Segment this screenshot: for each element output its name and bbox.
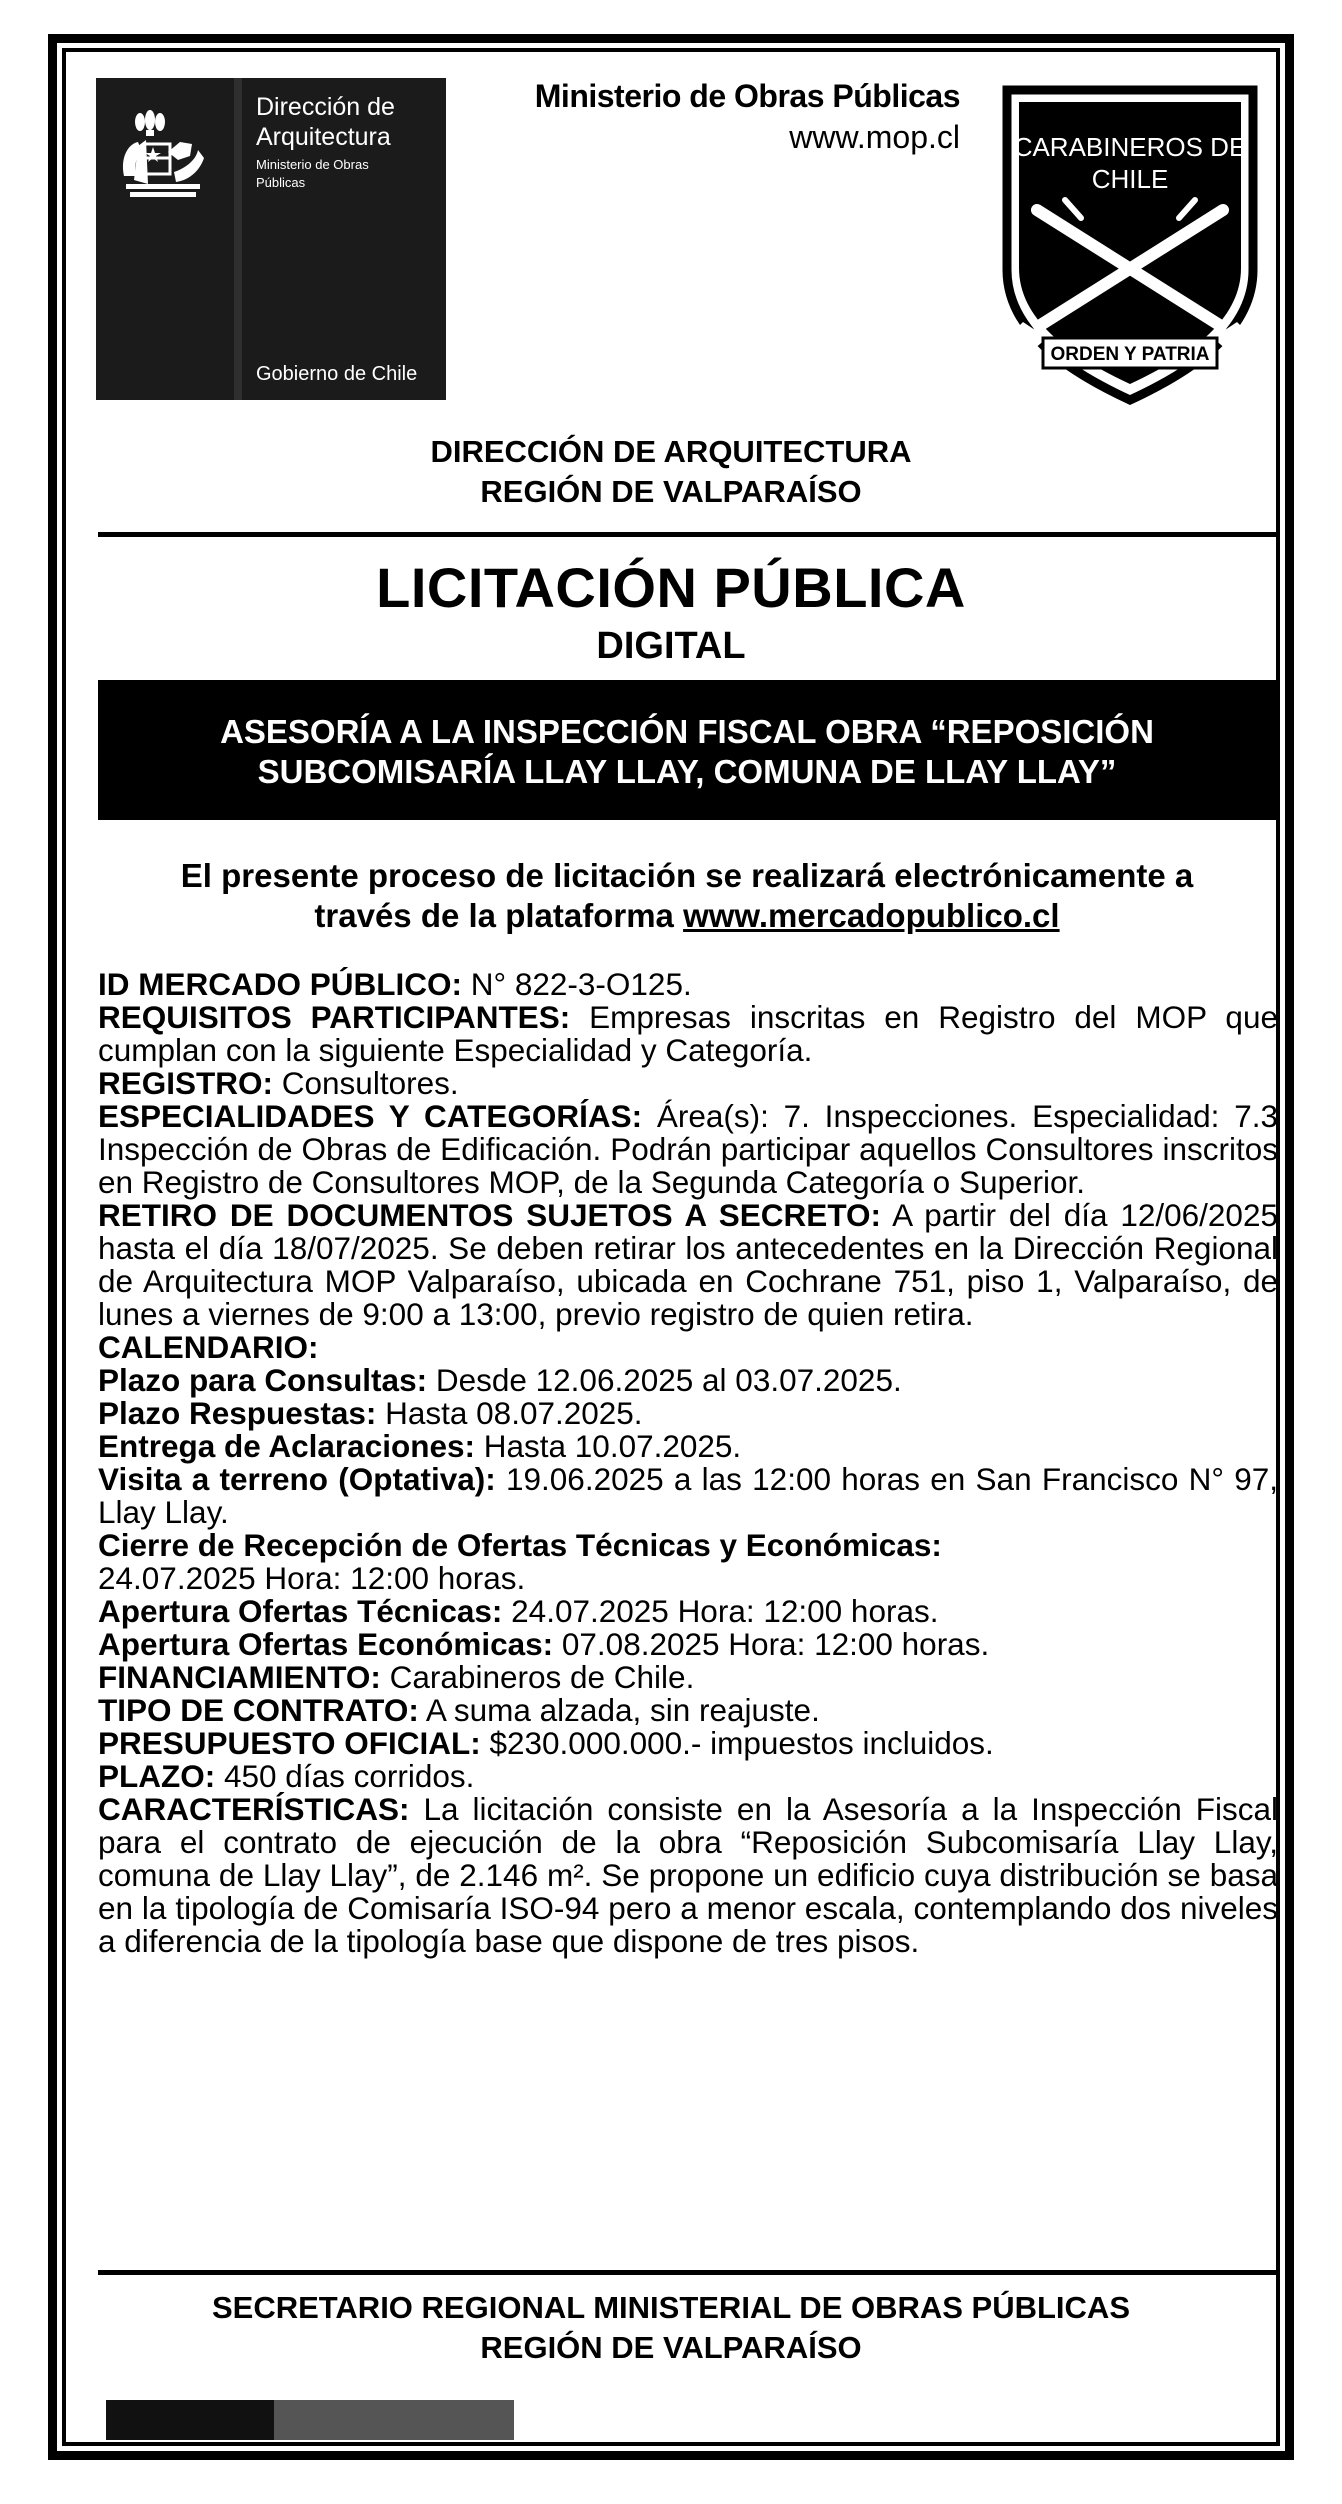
field-financiamiento: FINANCIAMIENTO: Carabineros de Chile.	[98, 1659, 695, 1695]
field-cierre-value: 24.07.2025 Hora: 12:00 horas.	[98, 1560, 526, 1596]
field-aclaraciones: Entrega de Aclaraciones: Hasta 10.07.2025.	[98, 1428, 742, 1464]
direction-region: REGIÓN DE VALPARAÍSO	[480, 474, 862, 509]
field-respuestas: Plazo Respuestas: Hasta 08.07.2025.	[98, 1395, 643, 1431]
intro-text: El presente proceso de licitación se realizará electrónicamente a través de la plataforma www.mercadopublico.cl	[180, 857, 1194, 934]
logo-title: Dirección de Arquitectura	[256, 93, 395, 151]
divider-bottom	[98, 2270, 1276, 2275]
field-apertura-economica: Apertura Ofertas Económicas: 07.08.2025 Hora: 12:00 horas.	[98, 1626, 990, 1662]
field-tipo-contrato: TIPO DE CONTRATO: A suma alzada, sin reajuste.	[98, 1692, 820, 1728]
field-requisitos: REQUISITOS PARTICIPANTES: Empresas inscritas en Registro del MOP que cumplan con la siguiente Especialidad y Categoría.	[98, 999, 1278, 1068]
field-cierre: Cierre de Recepción de Ofertas Técnicas y Económicas:	[98, 1527, 942, 1563]
logo-footer: Gobierno de Chile	[256, 363, 418, 385]
field-presupuesto: PRESUPUESTO OFICIAL: $230.000.000.- impuestos incluidos.	[98, 1725, 994, 1761]
banner-line1: ASESORÍA A LA INSPECCIÓN FISCAL OBRA “REPOSICIÓN	[220, 713, 1154, 750]
badge-motto: ORDEN Y PATRIA	[1050, 344, 1210, 365]
ministry-url: www.mop.cl	[789, 119, 960, 155]
page-title: LICITACIÓN PÚBLICA	[376, 556, 966, 619]
signatory-title: SECRETARIO REGIONAL MINISTERIAL DE OBRAS PÚBLICAS	[211, 2290, 1130, 2325]
mercadopublico-link[interactable]: www.mercadopublico.cl	[683, 897, 1060, 934]
field-especialidades: ESPECIALIDADES Y CATEGORÍAS: Área(s): 7. Inspecciones. Especialidad: 7.3 Inspección de Obras de Edificación. Podrán participar aquellos Consultores inscritos en Registro de Consultores MOP, de la Segunda Categoría o Superior.	[98, 1098, 1278, 1200]
field-apertura-tecnica: Apertura Ofertas Técnicas: 24.07.2025 Hora: 12:00 horas.	[98, 1593, 939, 1629]
field-id: ID MERCADO PÚBLICO: N° 822-3-O125.	[98, 966, 692, 1002]
field-caracteristicas: CARACTERÍSTICAS: La licitación consiste en la Asesoría a la Inspección Fiscal para el contrato de ejecución de la obra “Reposición Subcomisaría Llay Llay, comuna de Llay Llay”, de 2.146 m². Se propone un edificio cuya distribución se basa en la tipología de Comisaría ISO-94 pero a menor escala, contemplando dos niveles a diferencia de la tipología base que dispone de tres pisos.	[98, 1791, 1278, 1959]
badge-line1: CARABINEROS DE	[1013, 132, 1247, 162]
field-plazo: PLAZO: 450 días corridos.	[98, 1758, 475, 1794]
field-visita: Visita a terreno (Optativa): 19.06.2025 a las 12:00 horas en San Francisco N° 97, Llay Llay.	[98, 1461, 1278, 1530]
footer-bar-dark	[106, 2400, 274, 2440]
field-registro: REGISTRO: Consultores.	[98, 1065, 459, 1101]
logo-subtitle: Ministerio de Obras Públicas	[256, 157, 369, 190]
banner-line2: SUBCOMISARÍA LLAY LLAY, COMUNA DE LLAY LLAY”	[257, 753, 1117, 790]
direction-title: DIRECCIÓN DE ARQUITECTURA	[430, 434, 912, 469]
page-subtitle: DIGITAL	[596, 625, 746, 667]
logo-divider	[234, 78, 242, 400]
divider-top	[98, 532, 1276, 537]
field-consultas: Plazo para Consultas: Desde 12.06.2025 al 03.07.2025.	[98, 1362, 902, 1398]
project-banner	[98, 680, 1276, 820]
ministry-header	[480, 78, 960, 156]
badge-line2: CHILE	[1091, 164, 1169, 194]
footer-bar-grey	[274, 2400, 514, 2440]
ministry-name: Ministerio de Obras Públicas	[534, 78, 960, 114]
signatory-region: REGIÓN DE VALPARAÍSO	[480, 2330, 862, 2365]
field-calendario: CALENDARIO:	[98, 1329, 319, 1365]
tender-details	[98, 968, 1278, 1958]
direccion-arquitectura-logo	[96, 78, 446, 400]
carabineros-badge-icon	[985, 70, 1275, 405]
field-retiro: RETIRO DE DOCUMENTOS SUJETOS A SECRETO: A partir del día 12/06/2025 hasta el día 18/07/2025. Se deben retirar los antecedentes en la Dirección Regional de Arquitectura MOP Valparaíso, ubicada en Cochrane 751, piso 1, Valparaíso, de lunes a viernes de 9:00 a 13:00, previo registro de quien retira.	[98, 1197, 1278, 1332]
